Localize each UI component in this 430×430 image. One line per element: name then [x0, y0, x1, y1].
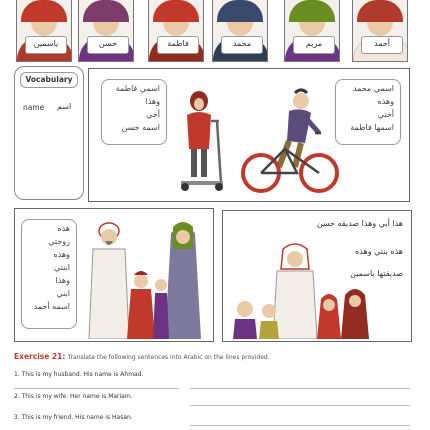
bubble-line: ابني — [56, 289, 70, 298]
answer-line-1[interactable] — [14, 388, 179, 389]
answer-line-3[interactable] — [190, 425, 410, 426]
dialogue-panel-2 — [14, 208, 214, 342]
bubble-line: اسمي محمد — [352, 84, 394, 93]
bubble-line: وهذه — [53, 250, 70, 259]
girl-on-scooter-illustration — [169, 87, 239, 197]
portrait-hair — [83, 0, 129, 22]
family-illustration — [79, 213, 213, 339]
bubble-line: أختي — [377, 110, 394, 119]
man-on-bicycle-illustration — [239, 87, 339, 197]
portrait-fatima — [148, 0, 204, 62]
dialogue-panel-3 — [222, 210, 412, 342]
speech-bubble-muhammad — [335, 79, 401, 145]
bubble-line: زوجتي — [48, 237, 70, 246]
portrait-yasmin — [16, 0, 72, 62]
vocab-english: name — [23, 103, 45, 112]
name-card: مريم — [293, 36, 335, 54]
vocab-arabic: اسم — [57, 102, 72, 111]
exercise-instruction: Translate the following sentences into Arabic on the lines provided. — [67, 354, 270, 361]
exercise-heading — [14, 352, 270, 361]
exercise-item-1: 1. This is my husband. His name is Ahmad. — [14, 371, 144, 378]
portrait-headdress — [357, 0, 403, 22]
bubble-line: اسمها فاطمة — [350, 123, 394, 132]
portrait-scarf — [289, 0, 335, 22]
vocabulary-box — [14, 66, 84, 200]
panel3-line-3: صديقتها ياسمين — [350, 269, 403, 278]
exercise-item-3: 3. This is my friend. His name is Hasan. — [14, 414, 133, 421]
speech-bubble-family — [21, 219, 77, 329]
bubble-line: ابنتي — [54, 263, 70, 272]
bubble-line: هذه — [57, 224, 70, 233]
bubble-line: وهذه — [377, 97, 394, 106]
portrait-hair — [217, 0, 263, 22]
bubble-line: اسمه أحمد — [33, 302, 70, 311]
vocabulary-title: Vocabulary — [20, 72, 78, 88]
panel3-line-2: هذه بنتي وهذه — [355, 247, 403, 256]
name-card: فاطمة — [157, 36, 199, 54]
portrait-hasan — [78, 0, 134, 62]
answer-line-1b[interactable] — [190, 388, 410, 389]
name-card: محمد — [221, 36, 263, 54]
dialogue-panel-1 — [88, 68, 410, 202]
portrait-scarf — [21, 0, 67, 22]
name-card: أحمد — [361, 36, 403, 54]
portrait-scarf — [153, 0, 199, 22]
exercise-item-2: 2. This is my wife. Her name is Mariam. — [14, 393, 133, 400]
portrait-mariam — [284, 0, 340, 62]
bubble-line: وهذا — [145, 97, 160, 106]
speech-bubble-fatima — [101, 79, 167, 145]
panel3-line-1: هذا أبي وهذا صديقه حسن — [316, 219, 403, 228]
father-friend-girls-illustration — [225, 239, 405, 339]
name-card: حسن — [87, 36, 129, 54]
answer-line-2[interactable] — [190, 405, 410, 406]
exercise-label: Exercise 21: — [14, 352, 66, 361]
portrait-muhammad — [212, 0, 268, 62]
portrait-ahmad — [352, 0, 408, 62]
name-card: ياسمين — [25, 36, 67, 54]
bubble-line: اسمي فاطمة — [115, 84, 160, 93]
bubble-line: أخي — [146, 110, 160, 119]
bubble-line: وهذا — [55, 276, 70, 285]
bubble-line: اسمه حسن — [121, 123, 160, 132]
